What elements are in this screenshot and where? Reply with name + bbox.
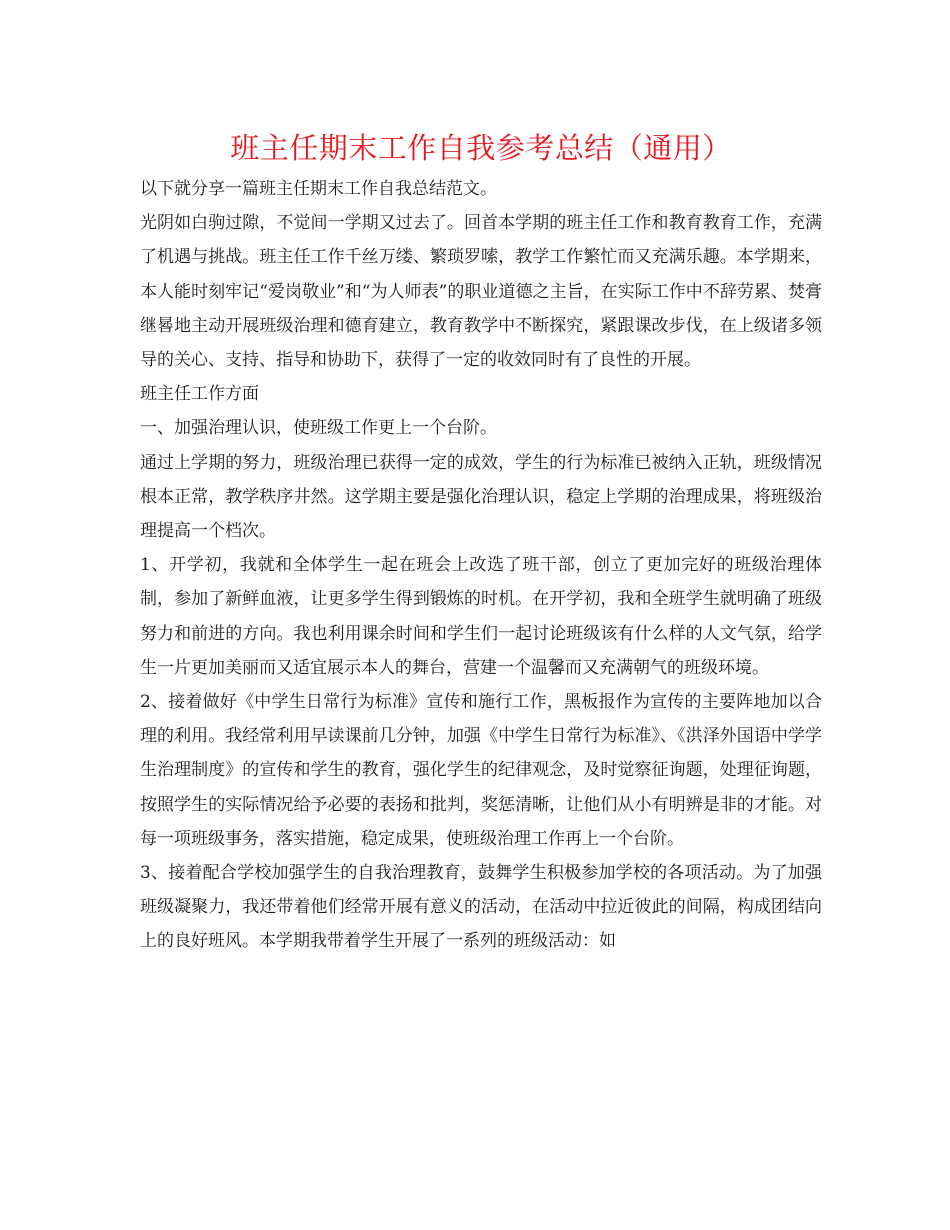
list-item-1: 1、开学初，我就和全体学生一起在班会上改选了班干部，创立了更加完好的班级治理体制，参加了新鲜血液，让更多学生得到锻炼的时机。在开学初，我和全班学生就明确了班级努力和前进的方向。我也利用课余时间和学生们一起讨论班级该有什么样的人文气氛，给学生一片更加美丽而又适宜展示本人的舞台，营建一个温馨而又充满朝气的班级环境。: [140, 555, 822, 678]
subsection-heading: 一、加强治理认识，使班级工作更上一个台阶。: [140, 418, 497, 439]
body-paragraph: 通过上学期的努力，班级治理已获得一定的成效，学生的行为标准已被纳入正轨，班级情况根本正常，教学秩序井然。这学期主要是强化治理认识，稳定上学期的治理成果，将班级治理提高一个档次。: [140, 452, 822, 542]
section-heading: 班主任工作方面: [140, 384, 259, 405]
document-title: 班主任期末工作自我参考总结（通用）: [230, 131, 732, 165]
opening-paragraph: 光阴如白驹过隙，不觉间一学期又过去了。回首本学期的班主任工作和教育教育工作，充满了机遇与挑战。班主任工作千丝万缕、繁琐罗嗦，教学工作繁忙而又充满乐趣。本学期来，本人能时刻牢记“爱岗敬业”和“为人师表”的职业道德之主旨，在实际工作中不辞劳累、焚膏继晷地主动开展班级治理和德育建立，教育教学中不断探究，紧跟课改步伐，在上级诸多领导的关心、支持、指导和协助下，获得了一定的收效同时有了良性的开展。: [140, 213, 822, 371]
list-item-3: 3、接着配合学校加强学生的自我治理教育，鼓舞学生积极参加学校的各项活动。为了加强班级凝聚力，我还带着他们经常开展有意义的活动，在活动中拉近彼此的间隔，构成团结向上的良好班风。本学期我带着学生开展了一系列的班级活动：如: [140, 863, 822, 952]
list-item-2: 2、接着做好《中学生日常行为标准》宣传和施行工作，黑板报作为宣传的主要阵地加以合理的利用。我经常利用早读课前几分钟，加强《中学生日常行为标准》、《洪泽外国语中学学生治理制度》的宣传和学生的教育，强化学生的纪律观念，及时觉察征询题，处理征询题，按照学生的实际情况给予必要的表扬和批判，奖惩清晰，让他们从小有明辨是非的才能。对每一项班级事务，落实措施，稳定成果，使班级治理工作再上一个台阶。: [140, 692, 822, 849]
document-body: [140, 172, 822, 959]
intro-paragraph: 以下就分享一篇班主任期末工作自我总结范文。: [140, 179, 497, 199]
